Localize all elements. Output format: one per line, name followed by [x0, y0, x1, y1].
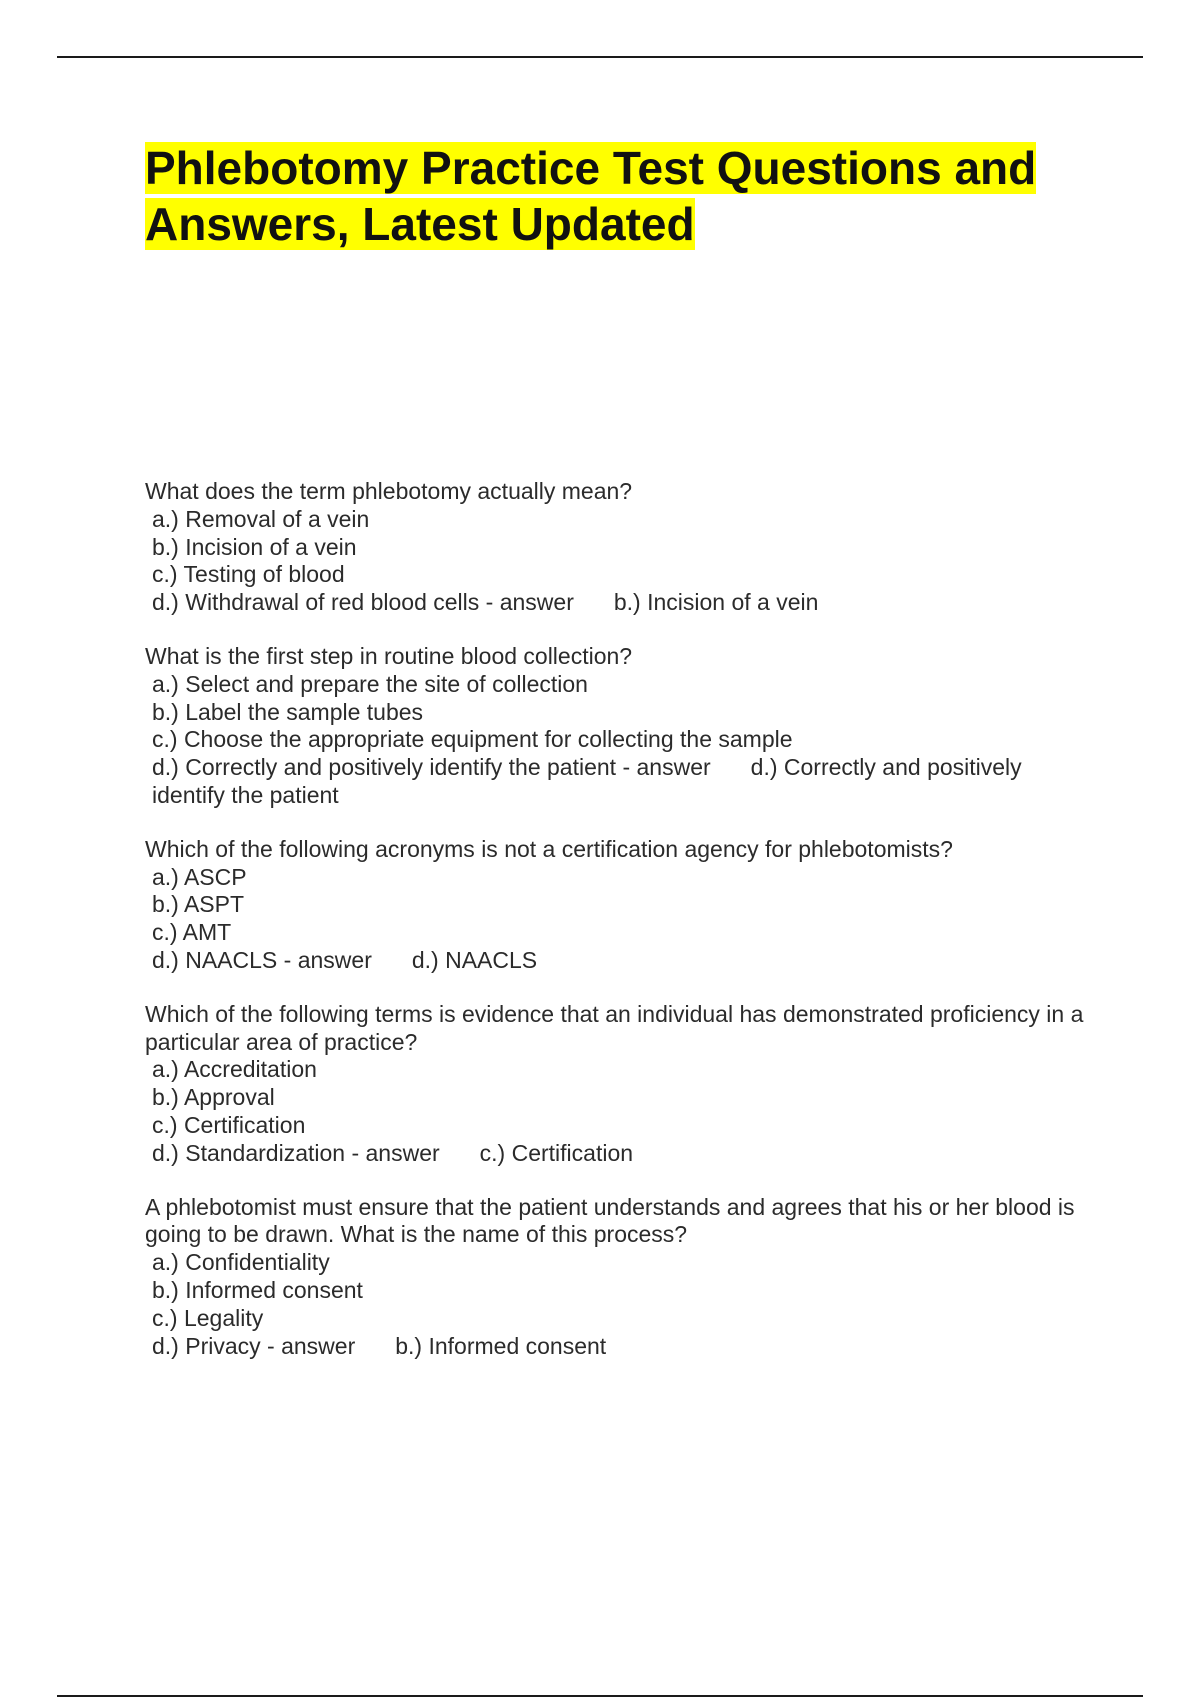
- option-item-last: [145, 1140, 1095, 1168]
- option-item: c.) AMT: [152, 919, 232, 946]
- option-text: d.) Withdrawal of red blood cells: [152, 589, 480, 616]
- question-text: A phlebotomist must ensure that the patient understands and agrees that his or her blood is going to be drawn. What is the name of this process?: [145, 1193, 1075, 1248]
- answer-marker: - answer: [283, 946, 372, 973]
- question-block: [145, 643, 1095, 810]
- option-item: c.) Choose the appropriate equipment for collecting the sample: [152, 726, 793, 753]
- option-list: [145, 864, 1095, 975]
- question-block: [145, 836, 1095, 975]
- option-item: c.) Legality: [152, 1304, 264, 1331]
- option-item: b.) Approval: [152, 1084, 275, 1111]
- question-text: Which of the following terms is evidence that an individual has demonstrated proficiency in a particular area of practice?: [145, 1000, 1084, 1055]
- option-item: b.) Label the sample tubes: [152, 698, 424, 725]
- option-text: d.) Privacy: [152, 1332, 261, 1359]
- answer-marker: - answer: [622, 754, 711, 781]
- top-rule: [57, 56, 1143, 58]
- question-block: [145, 478, 1095, 617]
- option-item: a.) Removal of a vein: [152, 505, 370, 532]
- option-item: a.) Select and prepare the site of collection: [152, 670, 588, 697]
- option-item: b.) Informed consent: [152, 1276, 363, 1303]
- option-item: b.) ASPT: [152, 891, 245, 918]
- option-item: c.) Testing of blood: [152, 561, 345, 588]
- option-list: [145, 1249, 1095, 1360]
- option-text: d.) Correctly and positively identify the patient: [152, 754, 617, 781]
- option-item-last: [145, 947, 1095, 975]
- option-text: d.) NAACLS: [152, 946, 278, 973]
- bottom-rule: [57, 1695, 1143, 1697]
- answer-text: b.) Informed consent: [395, 1332, 607, 1359]
- option-item-last: [145, 589, 1095, 617]
- answer-marker: - answer: [485, 589, 574, 616]
- answer-text: c.) Certification: [479, 1139, 634, 1166]
- document-title: [145, 140, 1090, 252]
- answer-text: d.) NAACLS: [411, 946, 538, 973]
- option-item: a.) Accreditation: [152, 1056, 317, 1083]
- option-item: c.) Certification: [152, 1111, 306, 1138]
- title-line-1: Phlebotomy Practice Test Questions and: [145, 142, 1037, 194]
- title-line-2: Answers, Latest Updated: [145, 198, 695, 250]
- answer-text: d.) Correctly and positively identify the patient: [152, 754, 1022, 808]
- question-list: [145, 478, 1095, 1386]
- question-text: What does the term phlebotomy actually mean?: [145, 478, 633, 504]
- question-block: [145, 1001, 1095, 1168]
- option-list: [145, 1056, 1095, 1167]
- question-block: [145, 1194, 1095, 1361]
- option-list: [145, 506, 1095, 617]
- answer-text: b.) Incision of a vein: [613, 589, 819, 616]
- answer-marker: - answer: [351, 1139, 440, 1166]
- option-list: [145, 671, 1095, 810]
- option-item: b.) Incision of a vein: [152, 533, 357, 560]
- option-item: a.) Confidentiality: [152, 1249, 330, 1276]
- option-item-last: [145, 1333, 1095, 1361]
- option-text: d.) Standardization: [152, 1139, 346, 1166]
- option-item-last: [145, 754, 1095, 810]
- answer-marker: - answer: [267, 1332, 356, 1359]
- option-item: a.) ASCP: [152, 863, 247, 890]
- question-text: Which of the following acronyms is not a certification agency for phlebotomists?: [145, 835, 953, 862]
- question-text: What is the first step in routine blood collection?: [145, 642, 633, 669]
